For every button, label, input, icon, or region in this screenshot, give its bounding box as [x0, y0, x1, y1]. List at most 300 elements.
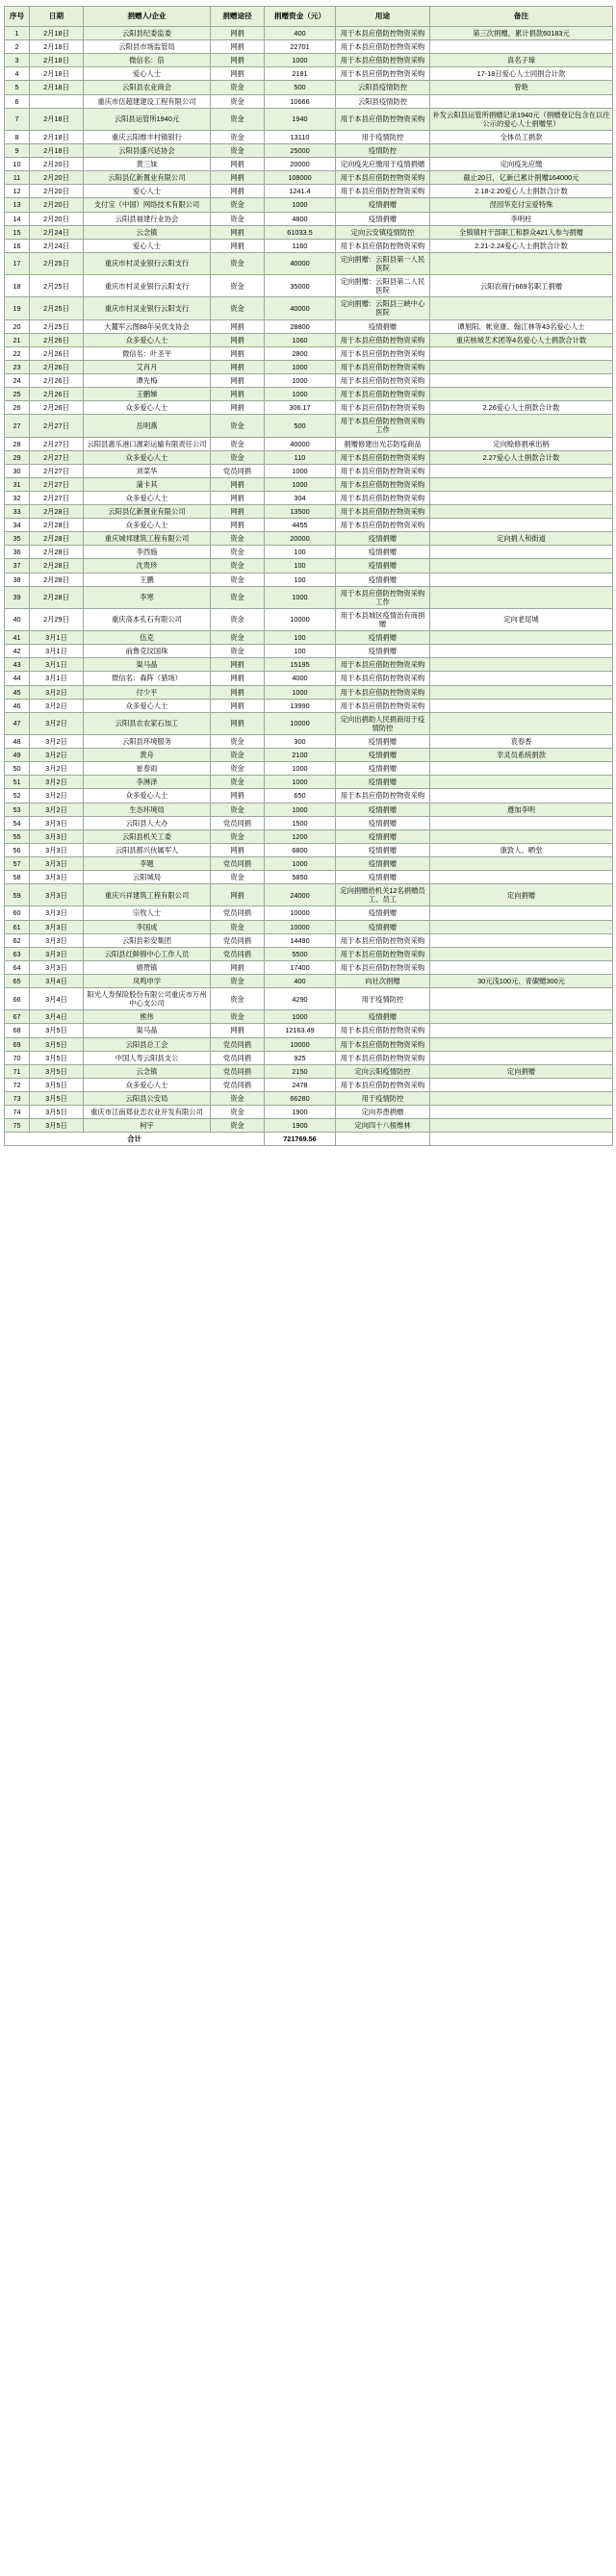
cell-amount: 1000: [265, 464, 336, 477]
cell-purpose: 疫情捐赠: [336, 776, 430, 789]
table-row: [5, 415, 613, 437]
cell-amount: 10000: [265, 608, 336, 630]
cell-date: 2月28日: [30, 519, 84, 532]
cell-donor: 众多爱心人士: [84, 789, 211, 803]
cell-date: 3月5日: [30, 1119, 84, 1133]
cell-channel: 资金: [211, 297, 265, 319]
table-row: [5, 1091, 613, 1105]
table-row: [5, 54, 613, 67]
cell-donor: 宗牧人士: [84, 906, 211, 920]
cell-channel: 资金: [211, 1010, 265, 1024]
cell-purpose: 用于本县应借防控物资采购: [336, 401, 430, 415]
cell-date: 3月1日: [30, 658, 84, 672]
table-row: [5, 586, 613, 608]
cell-purpose: 用于本县应借防控物资采购: [336, 171, 430, 185]
cell-amount: 10000: [265, 920, 336, 933]
cell-purpose: 用于本县应借防控物资采购: [336, 519, 430, 532]
cell-date: 3月3日: [30, 884, 84, 906]
table-row: [5, 252, 613, 274]
cell-remark: [430, 415, 613, 437]
cell-amount: 1160: [265, 239, 336, 252]
table-row: [5, 816, 613, 829]
table-row: [5, 699, 613, 712]
cell-amount: 304: [265, 491, 336, 504]
cell-channel: 网捐: [211, 67, 265, 81]
cell-remark: [430, 491, 613, 504]
cell-remark: [430, 712, 613, 734]
cell-remark: [430, 699, 613, 712]
table-row: [5, 933, 613, 947]
cell-amount: 25000: [265, 143, 336, 157]
cell-purpose: 定向云阳疫情防控: [336, 1064, 430, 1078]
cell-index: 75: [5, 1119, 30, 1133]
cell-donor: 云阳县纪委监委: [84, 27, 211, 40]
table-row: [5, 1010, 613, 1024]
cell-remark: [430, 477, 613, 491]
cell-amount: 1900: [265, 1119, 336, 1133]
cell-index: 44: [5, 672, 30, 685]
table-row: [5, 920, 613, 933]
cell-donor: 爱心人士: [84, 67, 211, 81]
cell-amount: 66280: [265, 1091, 336, 1105]
cell-purpose: 用于本县应借防控物资采购工作: [336, 586, 430, 608]
cell-index: 20: [5, 319, 30, 333]
cell-donor: 微信名：叶圣平: [84, 346, 211, 360]
cell-donor: 重庆云阳维丰村镇银行: [84, 130, 211, 143]
cell-date: 3月3日: [30, 906, 84, 920]
cell-index: 47: [5, 712, 30, 734]
cell-channel: 网捐: [211, 373, 265, 387]
cell-index: 30: [5, 464, 30, 477]
cell-remark: [430, 857, 613, 871]
cell-index: 72: [5, 1078, 30, 1091]
cell-remark: 重庆核城艺术团等4名爱心人士捐款合计数: [430, 333, 613, 346]
table-row: [5, 631, 613, 645]
cell-channel: 资金: [211, 1106, 265, 1119]
cell-amount: 1000: [265, 360, 336, 373]
table-row: [5, 239, 613, 252]
cell-amount: 6800: [265, 843, 336, 856]
cell-amount: 28800: [265, 319, 336, 333]
cell-donor: 李国成: [84, 920, 211, 933]
cell-date: 3月3日: [30, 843, 84, 856]
cell-remark: 2.26爱心人士捐款合计数: [430, 401, 613, 415]
cell-index: 15: [5, 225, 30, 239]
cell-purpose: 用于本县应借防控物资采购: [336, 933, 430, 947]
cell-donor: 李西施: [84, 546, 211, 559]
cell-donor: 重庆市江南郑业恋农业开发有限公司: [84, 1106, 211, 1119]
cell-donor: 云阳县农业商会: [84, 81, 211, 94]
table-row: [5, 319, 613, 333]
cell-index: 25: [5, 388, 30, 401]
cell-index: 14: [5, 212, 30, 225]
cell-index: 51: [5, 776, 30, 789]
cell-purpose: 用于本县应借防控物资采购: [336, 699, 430, 712]
cell-channel: 党员同捐: [211, 1064, 265, 1078]
cell-purpose: 疫情捐赠: [336, 803, 430, 816]
cell-date: 3月1日: [30, 631, 84, 645]
cell-purpose: 用于本县应借防控物资采购: [336, 1037, 430, 1051]
cell-channel: 党员同捐: [211, 933, 265, 947]
table-row: [5, 40, 613, 54]
cell-channel: 网捐: [211, 225, 265, 239]
cell-purpose: 用于本县应借防控物资采购: [336, 54, 430, 67]
cell-date: 2月27日: [30, 491, 84, 504]
cell-date: 2月20日: [30, 212, 84, 225]
cell-date: 2月20日: [30, 185, 84, 198]
cell-index: 22: [5, 346, 30, 360]
cell-channel: 网捐: [211, 185, 265, 198]
cell-donor: 云阳县环境服务: [84, 735, 211, 749]
cell-donor: 云阳县农农家石加工: [84, 712, 211, 734]
cell-donor: 云阳县福建行业协会: [84, 212, 211, 225]
cell-channel: 资金: [211, 532, 265, 546]
cell-amount: 13500: [265, 505, 336, 519]
cell-donor: 云阳县人大办: [84, 816, 211, 829]
cell-amount: 4000: [265, 672, 336, 685]
cell-date: 2月25日: [30, 319, 84, 333]
table-row: [5, 884, 613, 906]
cell-date: 2月28日: [30, 532, 84, 546]
cell-date: 2月18日: [30, 40, 84, 54]
total-remark: [430, 1133, 613, 1146]
cell-index: 24: [5, 373, 30, 387]
cell-date: 3月2日: [30, 685, 84, 699]
cell-channel: 网捐: [211, 54, 265, 67]
cell-remark: [430, 1091, 613, 1105]
cell-purpose: 用于本县应借防控物资采购: [336, 108, 430, 130]
table-row: [5, 974, 613, 987]
cell-purpose: 用于本县应借防控物资采购: [336, 672, 430, 685]
cell-remark: 谭旭阳、帐宽康、翰江林等43名爱心人士: [430, 319, 613, 333]
cell-purpose: 捐赠修建出光芯防疫商品: [336, 437, 430, 450]
table-row: [5, 573, 613, 586]
table-row: [5, 1037, 613, 1051]
cell-date: 3月2日: [30, 789, 84, 803]
table-row: [5, 360, 613, 373]
cell-date: 3月2日: [30, 735, 84, 749]
table-header-row: [5, 7, 613, 27]
cell-donor: 阳光人寿保险股份有限公司重庆市万州中心支公司: [84, 988, 211, 1010]
table-row: [5, 672, 613, 685]
cell-remark: [430, 658, 613, 672]
cell-remark: [430, 1024, 613, 1037]
cell-amount: 5850: [265, 871, 336, 884]
total-purpose: [336, 1133, 430, 1146]
cell-date: 3月3日: [30, 960, 84, 974]
cell-date: 3月2日: [30, 712, 84, 734]
cell-purpose: 用于本县应借防控物资采购: [336, 960, 430, 974]
cell-purpose: 用于本县应借防控物资采购: [336, 373, 430, 387]
cell-index: 66: [5, 988, 30, 1010]
cell-purpose: 用于本县应借防控物资采购: [336, 658, 430, 672]
cell-channel: 网捐: [211, 158, 265, 171]
cell-donor: 云阳县都兴伙属军人: [84, 843, 211, 856]
cell-channel: 资金: [211, 762, 265, 776]
cell-index: 70: [5, 1051, 30, 1064]
cell-index: 41: [5, 631, 30, 645]
cell-amount: 10000: [265, 712, 336, 734]
cell-index: 46: [5, 699, 30, 712]
cell-index: 28: [5, 437, 30, 450]
cell-purpose: 疫情捐赠: [336, 532, 430, 546]
cell-date: [30, 94, 84, 108]
cell-donor: 熊伟: [84, 1010, 211, 1024]
cell-index: 35: [5, 532, 30, 546]
cell-amount: 10000: [265, 1037, 336, 1051]
cell-channel: 网捐: [211, 685, 265, 699]
cell-date: 2月24日: [30, 225, 84, 239]
cell-date: 3月2日: [30, 776, 84, 789]
cell-index: 32: [5, 491, 30, 504]
cell-remark: 截止20日，亿新已累计捐赠164000元: [430, 171, 613, 185]
cell-channel: 网捐: [211, 884, 265, 906]
cell-date: 2月18日: [30, 81, 84, 94]
table-row: [5, 491, 613, 504]
cell-channel: 资金: [211, 776, 265, 789]
cell-channel: 资金: [211, 586, 265, 608]
cell-channel: 网捐: [211, 505, 265, 519]
cell-date: 2月27日: [30, 450, 84, 464]
cell-date: 3月3日: [30, 816, 84, 829]
cell-remark: [430, 373, 613, 387]
column-header-purpose: 用途: [336, 7, 430, 27]
cell-amount: 1000: [265, 803, 336, 816]
cell-remark: [430, 906, 613, 920]
cell-purpose: 定向疫先应缴用于疫情捐赠: [336, 158, 430, 171]
cell-index: 55: [5, 829, 30, 843]
cell-purpose: 定向养患捐赠: [336, 1106, 430, 1119]
cell-date: 2月26日: [30, 373, 84, 387]
cell-donor: 众多爱心人士: [84, 333, 211, 346]
cell-date: 2月25日: [30, 252, 84, 274]
table-header: [5, 7, 613, 27]
cell-donor: 岳明燕: [84, 415, 211, 437]
cell-remark: 2.21-2.24爱心人士捐款合计数: [430, 239, 613, 252]
table-row: [5, 1064, 613, 1078]
cell-date: 2月28日: [30, 573, 84, 586]
table-row: [5, 712, 613, 734]
table-row: [5, 829, 613, 843]
cell-amount: 1200: [265, 829, 336, 843]
table-row: [5, 212, 613, 225]
cell-purpose: 用于疫情防控: [336, 1091, 430, 1105]
cell-date: 2月18日: [30, 108, 84, 130]
cell-amount: 1500: [265, 816, 336, 829]
cell-date: 3月5日: [30, 1078, 84, 1091]
cell-channel: 资金: [211, 974, 265, 987]
cell-index: 5: [5, 81, 30, 94]
cell-index: 71: [5, 1064, 30, 1078]
table-body: [5, 27, 613, 1146]
cell-date: 3月3日: [30, 829, 84, 843]
cell-remark: 补发云阳县运管所捐赠记录1940元（捐赠登记包含在以往公示的爱心人士捐赠里）: [430, 108, 613, 130]
cell-index: 6: [5, 94, 30, 108]
cell-donor: 云阳县红鲜锦中心工作人员: [84, 947, 211, 960]
cell-channel: 资金: [211, 608, 265, 630]
cell-channel: 党员同捐: [211, 947, 265, 960]
table-row: [5, 333, 613, 346]
cell-remark: 幸灵员系统捐款: [430, 749, 613, 762]
cell-remark: [430, 816, 613, 829]
cell-channel: 资金: [211, 749, 265, 762]
column-header-channel: 捐赠途径: [211, 7, 265, 27]
cell-amount: 925: [265, 1051, 336, 1064]
cell-index: 21: [5, 333, 30, 346]
cell-date: 2月18日: [30, 27, 84, 40]
cell-remark: 17-18日爱心人士同捐合计款: [430, 67, 613, 81]
cell-date: 3月2日: [30, 762, 84, 776]
cell-date: 3月3日: [30, 920, 84, 933]
cell-channel: 资金: [211, 108, 265, 130]
total-value: 721769.56: [265, 1133, 336, 1146]
cell-index: 10: [5, 158, 30, 171]
cell-donor: 云阳县亿新置业有限公司: [84, 171, 211, 185]
cell-index: 73: [5, 1091, 30, 1105]
cell-remark: 第三次捐赠，累计捐款60183元: [430, 27, 613, 40]
cell-date: 2月20日: [30, 198, 84, 212]
cell-date: 2月28日: [30, 586, 84, 608]
cell-donor: 重庆市村灵业银行云阳支行: [84, 297, 211, 319]
table-row: [5, 67, 613, 81]
cell-remark: 定向捐人和街道: [430, 532, 613, 546]
cell-amount: 1000: [265, 776, 336, 789]
cell-remark: 定向捐赠: [430, 884, 613, 906]
cell-purpose: 疫情防控: [336, 143, 430, 157]
cell-index: 56: [5, 843, 30, 856]
cell-channel: 资金: [211, 94, 265, 108]
cell-index: 49: [5, 749, 30, 762]
cell-index: 29: [5, 450, 30, 464]
cell-amount: 4800: [265, 212, 336, 225]
cell-amount: 40000: [265, 297, 336, 319]
cell-date: 3月1日: [30, 645, 84, 658]
cell-channel: 网捐: [211, 346, 265, 360]
cell-donor: 云念镇: [84, 225, 211, 239]
cell-amount: 14490: [265, 933, 336, 947]
cell-amount: 500: [265, 81, 336, 94]
cell-channel: 资金: [211, 803, 265, 816]
cell-index: 3: [5, 54, 30, 67]
cell-channel: 资金: [211, 735, 265, 749]
cell-remark: [430, 960, 613, 974]
table-row: [5, 171, 613, 185]
table-row: [5, 1024, 613, 1037]
cell-date: 2月18日: [30, 54, 84, 67]
cell-donor: 爱心人士: [84, 185, 211, 198]
cell-channel: 网捐: [211, 960, 265, 974]
cell-donor: 渠马晶: [84, 1024, 211, 1037]
cell-purpose: 疫情捐赠: [336, 871, 430, 884]
cell-index: 17: [5, 252, 30, 274]
cell-index: 33: [5, 505, 30, 519]
table-row: [5, 960, 613, 974]
cell-date: 2月28日: [30, 505, 84, 519]
cell-remark: 定向赊修捐承出柄: [430, 437, 613, 450]
donation-table: [4, 6, 613, 1146]
column-header-date: 日期: [30, 7, 84, 27]
cell-amount: 40000: [265, 437, 336, 450]
cell-channel: 网捐: [211, 333, 265, 346]
cell-amount: 10666: [265, 94, 336, 108]
cell-amount: 2181: [265, 67, 336, 81]
cell-channel: 资金: [211, 546, 265, 559]
cell-channel: 网捐: [211, 477, 265, 491]
cell-purpose: 疫情捐赠: [336, 645, 430, 658]
cell-remark: [430, 672, 613, 685]
cell-purpose: 用于本县应借防控物资采购: [336, 333, 430, 346]
cell-remark: [430, 685, 613, 699]
cell-remark: 曾艳: [430, 81, 613, 94]
cell-channel: 资金: [211, 645, 265, 658]
cell-donor: 微信名：倍: [84, 54, 211, 67]
cell-amount: 300: [265, 735, 336, 749]
cell-date: 3月3日: [30, 933, 84, 947]
cell-channel: 网捐: [211, 1024, 265, 1037]
cell-donor: 谭先梅: [84, 373, 211, 387]
cell-remark: [430, 519, 613, 532]
cell-channel: 网捐: [211, 401, 265, 415]
cell-index: 31: [5, 477, 30, 491]
cell-remark: [430, 586, 613, 608]
cell-remark: 定向捐赠: [430, 1064, 613, 1078]
cell-amount: 400: [265, 974, 336, 987]
cell-amount: 100: [265, 559, 336, 573]
cell-date: 2月26日: [30, 388, 84, 401]
cell-date: 2月27日: [30, 415, 84, 437]
cell-channel: 党员同捐: [211, 1037, 265, 1051]
cell-amount: 10000: [265, 906, 336, 920]
cell-amount: 2800: [265, 346, 336, 360]
cell-amount: 12163.49: [265, 1024, 336, 1037]
table-row: [5, 906, 613, 920]
cell-index: 58: [5, 871, 30, 884]
cell-index: 19: [5, 297, 30, 319]
table-row: [5, 843, 613, 856]
cell-channel: 网捐: [211, 239, 265, 252]
table-row: [5, 803, 613, 816]
cell-donor: 众多爱心人士: [84, 519, 211, 532]
cell-purpose: 用于本县应借防控物资采购: [336, 388, 430, 401]
cell-purpose: 疫情捐赠: [336, 857, 430, 871]
cell-date: 2月27日: [30, 437, 84, 450]
cell-channel: 资金: [211, 1091, 265, 1105]
cell-purpose: 疫情捐赠: [336, 319, 430, 333]
cell-remark: 2.27爱心人士捐款合计数: [430, 450, 613, 464]
cell-date: 3月1日: [30, 672, 84, 685]
cell-amount: 40000: [265, 252, 336, 274]
table-row: [5, 1051, 613, 1064]
cell-donor: 伍克: [84, 631, 211, 645]
cell-remark: 定向老尾城: [430, 608, 613, 630]
cell-channel: 网捐: [211, 27, 265, 40]
cell-purpose: 定向捐赠：云阳县三峡中心医院: [336, 297, 430, 319]
cell-purpose: 疫情捐赠: [336, 573, 430, 586]
cell-index: 2: [5, 40, 30, 54]
cell-remark: 真名子璋: [430, 54, 613, 67]
cell-donor: 沈贵珍: [84, 559, 211, 573]
cell-amount: 1241.4: [265, 185, 336, 198]
cell-remark: [430, 776, 613, 789]
cell-donor: 崔春雨: [84, 762, 211, 776]
cell-date: 2月27日: [30, 477, 84, 491]
cell-purpose: 用于本县应借防控物资采购: [336, 1078, 430, 1091]
cell-date: 3月3日: [30, 947, 84, 960]
cell-date: 2月24日: [30, 239, 84, 252]
cell-donor: 云阳县市场监管局: [84, 40, 211, 54]
cell-index: 34: [5, 519, 30, 532]
cell-purpose: 定向四十八根维林: [336, 1119, 430, 1133]
